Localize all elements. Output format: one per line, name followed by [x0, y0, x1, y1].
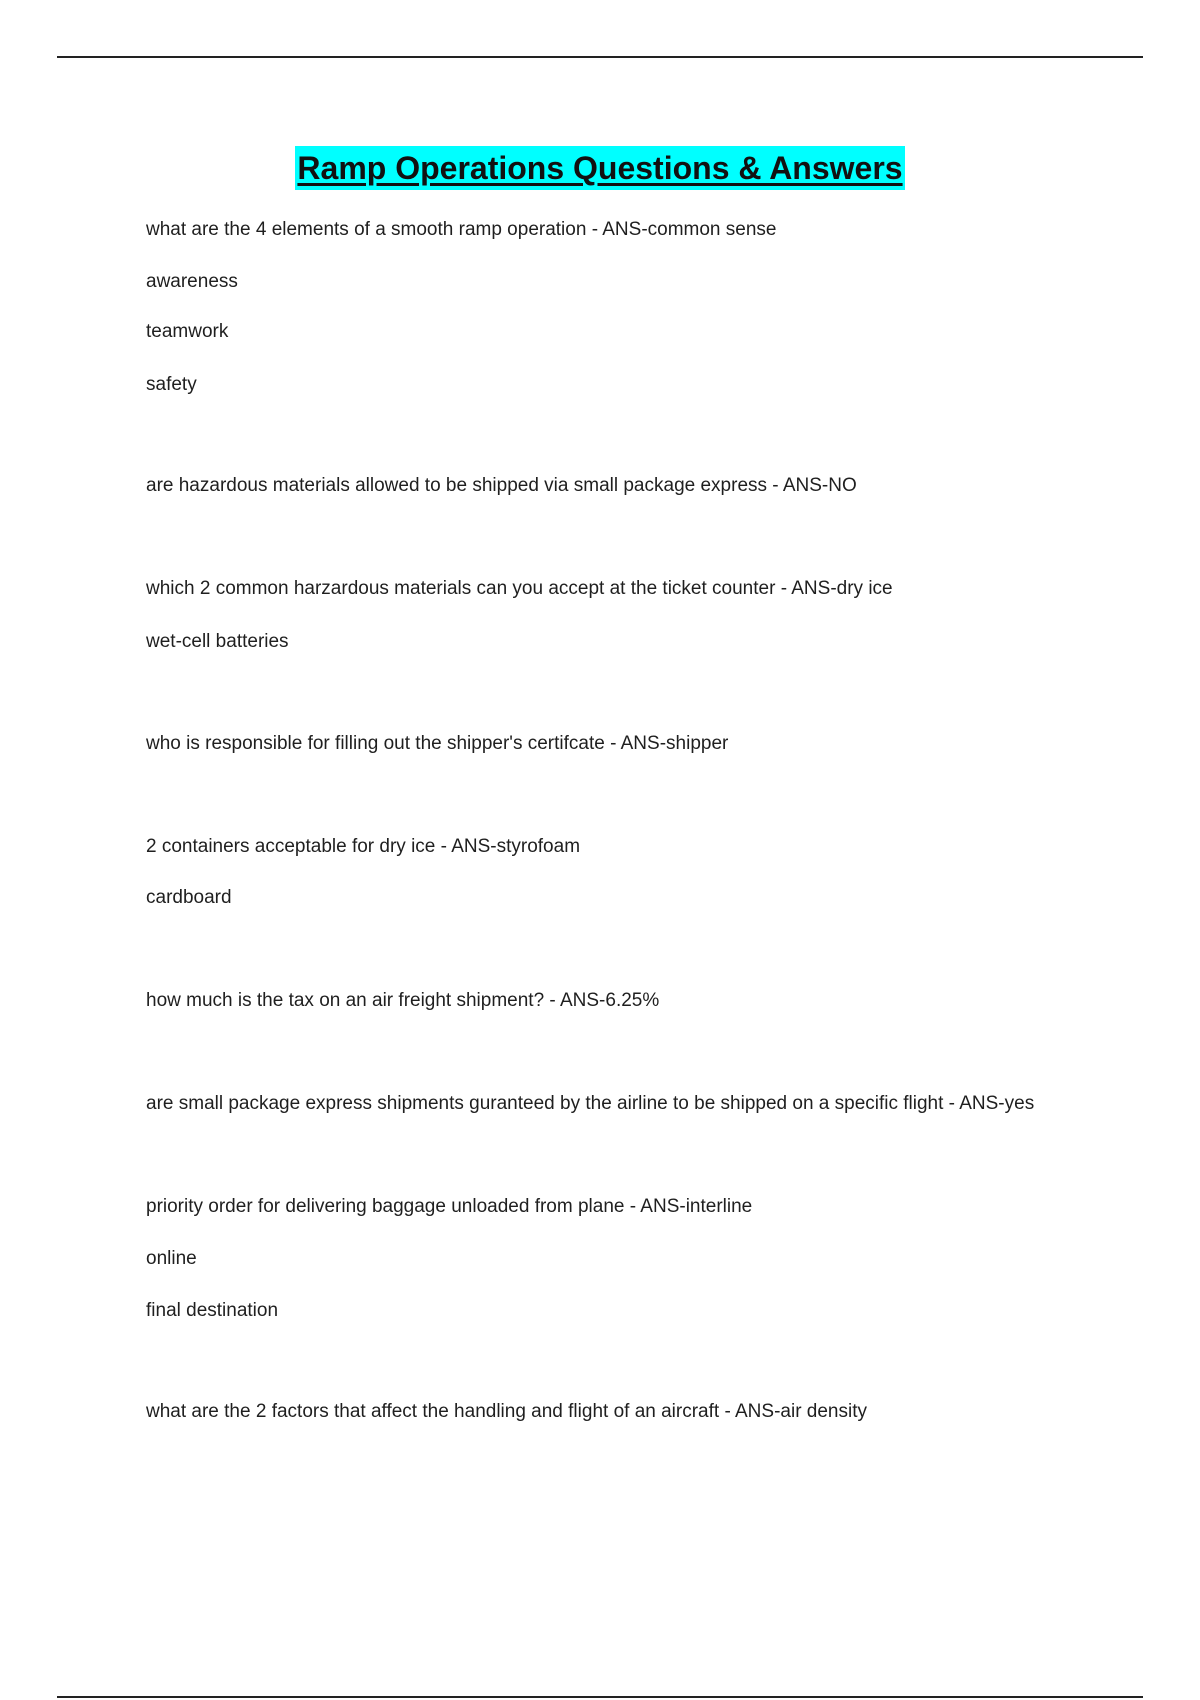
document-title: Ramp Operations Questions & Answers — [295, 146, 904, 190]
qa-line: how much is the tax on an air freight shipment? - ANS-6.25% — [146, 990, 660, 1011]
qa-line: cardboard — [146, 887, 232, 908]
qa-line: which 2 common harzardous materials can you accept at the ticket counter - ANS-dry ice — [146, 578, 893, 599]
qa-line: priority order for delivering baggage unloaded from plane - ANS-interline — [146, 1196, 753, 1217]
qa-line: safety — [146, 374, 197, 395]
qa-line: 2 containers acceptable for dry ice - ANS-styrofoam — [146, 836, 581, 857]
qa-line: awareness — [146, 271, 238, 292]
qa-line: teamwork — [146, 321, 229, 342]
qa-line: what are the 4 elements of a smooth ramp operation - ANS-common sense — [146, 219, 777, 240]
qa-line: what are the 2 factors that affect the handling and flight of an aircraft - ANS-air density — [146, 1401, 867, 1422]
qa-line: online — [146, 1248, 197, 1269]
header-rule — [57, 56, 1143, 58]
qa-line: final destination — [146, 1300, 279, 1321]
qa-line: are small package express shipments guranteed by the airline to be shipped on a specific flight - ANS-yes — [146, 1093, 1035, 1114]
qa-line: are hazardous materials allowed to be shipped via small package express - ANS-NO — [146, 475, 857, 496]
qa-line: who is responsible for filling out the shipper's certifcate - ANS-shipper — [146, 733, 729, 754]
qa-line: wet-cell batteries — [146, 631, 289, 652]
footer-rule — [57, 1696, 1143, 1698]
title-container — [0, 146, 1200, 190]
